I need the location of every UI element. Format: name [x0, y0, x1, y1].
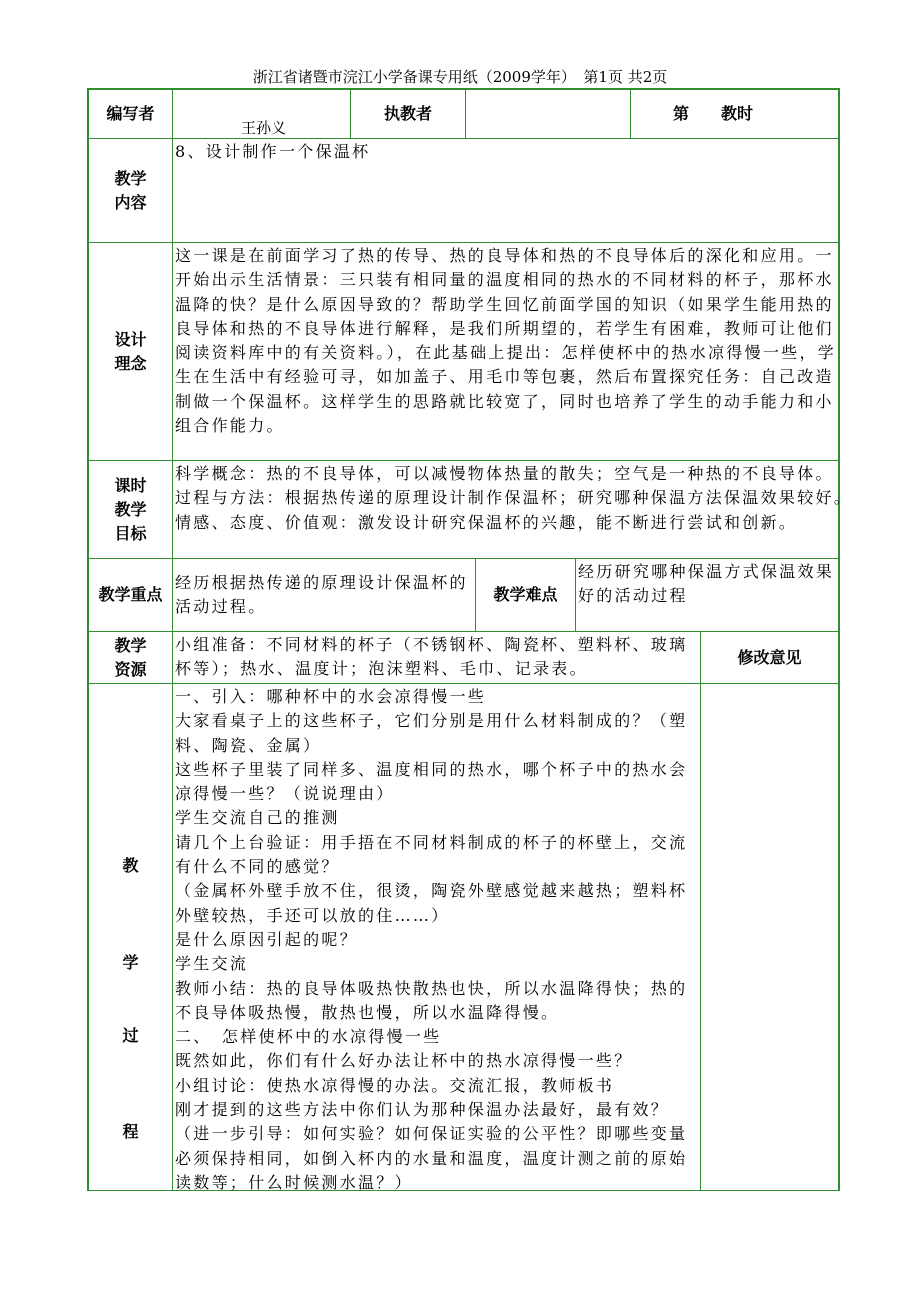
text-line: （进一步引导：如何实验？如何保证实验的公平性？即哪些变量: [175, 1124, 688, 1144]
text-line: 必须保持相同，如倒入杯内的水量和温度，温度计测之前的原始: [175, 1148, 688, 1168]
text-line: 教师小结：热的良导体吸热快散热也快，所以水温降得快；热的: [175, 978, 688, 998]
text-line: 大家看桌子上的这些杯子，它们分别是用什么材料制成的？（塑: [175, 711, 688, 731]
process-text: [172, 683, 701, 1191]
text-line: 生在生活中有经验可寻，如加盖子、用毛巾等包裹，然后布置探究任务：自己改造: [175, 367, 834, 387]
concept-text: [172, 242, 839, 461]
writer-label: 编写者: [88, 89, 173, 139]
text-line: 不良导体吸热慢，散热也慢，所以水温降得慢。: [175, 1002, 560, 1022]
process-label-char: 教: [122, 856, 139, 875]
text-line: 小组讨论：使热水凉得慢的办法。交流汇报，教师板书: [175, 1075, 615, 1095]
text-line: 是什么原因引起的呢？: [175, 929, 359, 949]
text-line: 学生交流: [175, 954, 249, 974]
text-line: 经历根据热传递的原理设计保温杯的: [175, 573, 468, 592]
period-label: 第 教时: [630, 89, 839, 139]
text-line: 制做一个保温杯。这样学生的思路就比较宽了，同时也培养了学生的动手能力和小: [175, 391, 834, 411]
text-line: 组合作能力。: [175, 416, 285, 436]
text-line: 请几个上台验证：用手捂在不同材料制成的杯子的杯壁上，交流: [175, 832, 688, 852]
text-line: 读数等；什么时候测水温？）: [175, 1172, 413, 1192]
text-line: 外壁较热，手还可以放的住……）: [175, 905, 450, 925]
text-line: 科学概念：热的不良导体，可以减慢物体热量的散失；空气是一种热的不良导体。: [175, 464, 834, 483]
resources-text: [172, 631, 701, 684]
writer-name: 王孙义: [241, 119, 287, 137]
teacher-label: 执教者: [350, 89, 466, 139]
writer-cell: [172, 89, 351, 139]
text-line: 良导体和热的不良导体进行解释，是我们所期望的，若学生有困难，教师可让他们: [175, 318, 834, 338]
text-line: 经历研究哪种保温方式保温效果: [578, 562, 835, 581]
text-line: （金属杯外壁手放不住，很烫，陶瓷外壁感觉越来越热；塑料杯: [175, 881, 688, 901]
text-line: 料、陶瓷、金属）: [175, 735, 322, 755]
key-label: 教学重点: [88, 558, 173, 632]
text-line: 杯等）；热水、温度计；泡沫塑料、毛巾、记录表。: [175, 659, 588, 679]
text-line: 8、设计制作一个保温杯: [175, 142, 371, 161]
content-text: [172, 138, 839, 243]
text-line: 这一课是在前面学习了热的传导、热的良导体和热的不良导体后的深化和应用。一: [175, 246, 834, 265]
text-line: 好的活动过程: [578, 586, 688, 606]
text-line: 小组准备：不同材料的杯子（不锈钢杯、陶瓷杯、塑料杯、玻璃: [175, 635, 688, 654]
process-label-char: 过: [122, 1026, 139, 1045]
process-label-char: 程: [122, 1122, 139, 1141]
content-label: 教学 内容: [88, 138, 173, 243]
text-line: 活动过程。: [175, 597, 267, 617]
text-line: 一、引入：哪种杯中的水会凉得慢一些: [175, 687, 487, 706]
text-line: 阅读资料库中的有关资料。），在此基础上提出：怎样使杯中的热水凉得慢一些，学: [175, 343, 837, 363]
process-label: [88, 683, 173, 1191]
text-line: 过程与方法：根据热传递的原理设计制作保温杯；研究哪种保温方法保温效果较好。: [175, 488, 853, 508]
difficulty-label: 教学难点: [475, 558, 576, 632]
text-line: 既然如此，你们有什么好办法让杯中的热水凉得慢一些？: [175, 1051, 633, 1071]
goals-label: 课时 教学 目标: [88, 460, 173, 559]
process-label-char: 学: [122, 953, 139, 972]
text-line: 温降的快？是什么原因导致的？帮助学生回忆前面学国的知识（如果学生能用热的: [175, 294, 834, 314]
revise-notes-cell: [700, 683, 839, 1191]
key-text: [172, 558, 476, 632]
concept-label: 设计 理念: [88, 242, 173, 461]
text-line: 二、 怎样使杯中的水凉得慢一些: [175, 1027, 442, 1047]
page-header: 浙江省诸暨市浣江小学备课专用纸（2009学年） 第1页 共2页: [252, 68, 668, 86]
goals-text: [172, 460, 853, 559]
text-line: 情感、态度、价值观：激发设计研究保温杯的兴趣，能不断进行尝试和创新。: [175, 512, 798, 532]
text-line: 开始出示生活情景：三只装有相同量的温度相同的热水的不同材料的杯子，那杯水: [175, 270, 834, 290]
revise-label: 修改意见: [700, 631, 839, 684]
text-line: 这些杯子里装了同样多、温度相同的热水，哪个杯子中的热水会: [175, 759, 688, 779]
text-line: 凉得慢一些？（说说理由）: [175, 784, 395, 804]
difficulty-text: [575, 558, 839, 632]
text-line: 学生交流自己的推测: [175, 808, 340, 828]
teacher-cell: [465, 89, 631, 139]
resources-label: 教学 资源: [88, 631, 173, 684]
text-line: 刚才提到的这些方法中你们认为那种保温办法最好，最有效？: [175, 1100, 670, 1120]
text-line: 有什么不同的感觉？: [175, 857, 340, 877]
